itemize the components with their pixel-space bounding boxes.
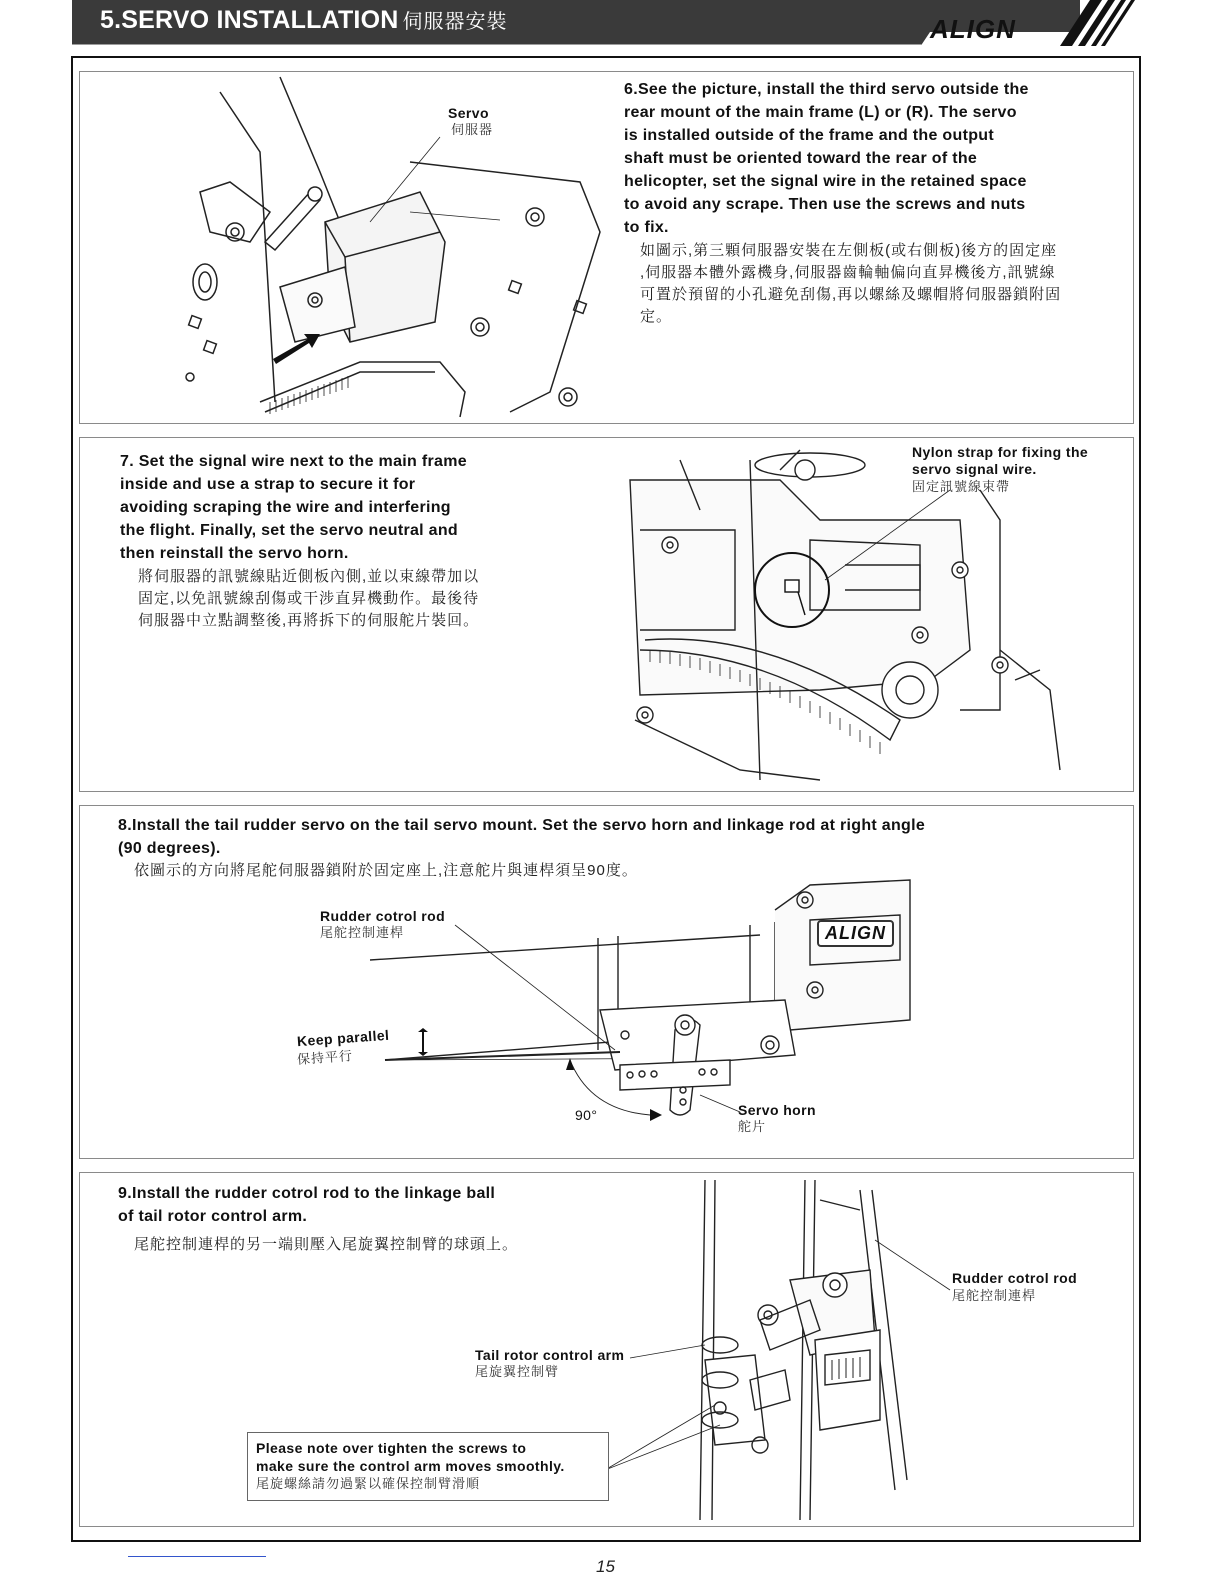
step6-text-zh: 如圖示,第三顆伺服器安裝在左側板(或右側板)後方的固定座 ,伺服器本體外露機身,伺服器齒輪軸偏向直昇機後方,訊號線 可置於預留的小孔避免刮傷,再以螺絲及螺帽將伺服器鎖附固 定。: [640, 242, 1062, 325]
step9-text-zh: 尾舵控制連桿的另一端則壓入尾旋翼控制臂的球頭上。: [134, 1236, 519, 1253]
note-text-zh: 尾旋螺絲請勿過緊以確保控制臂滑順: [256, 1476, 481, 1491]
step7-text: 7. Set the signal wire next to the main frame inside and use a strap to secure it for avoiding scraping the wire and interfering the flight. Finally, set the servo neutral and then reinstall the servo horn.: [120, 453, 467, 562]
tail-rotor-illustration: [620, 1180, 950, 1520]
parallel-label: Keep parallel: [296, 1026, 390, 1050]
rod-label: Rudder cotrol rod: [320, 908, 446, 924]
parallel-label-zh: 保持平行: [296, 1048, 354, 1067]
strap-label: Nylon strap for fixing the servo signal wire.: [912, 444, 1089, 477]
step8-text: 8.Install the tail rudder servo on the tail servo mount. Set the servo horn and linkage rod at right angle (90 degrees).: [118, 817, 926, 857]
signal-wire-illustration: [620, 450, 1070, 780]
servo-illustration: [80, 72, 620, 422]
servo-label-zh: 伺服器: [451, 122, 494, 137]
rod-label-2-zh: 尾舵控制連桿: [952, 1288, 1037, 1303]
horn-label: Servo horn: [738, 1102, 816, 1118]
note-box: [247, 1432, 609, 1501]
brand-stripes-icon: [1060, 0, 1140, 48]
align-logo-plate: ALIGN: [817, 920, 894, 947]
section-title-zh: 伺服器安裝: [402, 11, 508, 33]
strap-label-zh: 固定訊號線束帶: [912, 479, 1011, 494]
arm-label: Tail rotor control arm: [475, 1347, 625, 1363]
rod-label-2: Rudder cotrol rod: [952, 1270, 1078, 1286]
step8-text-zh: 依圖示的方向將尾舵伺服器鎖附於固定座上,注意舵片與連桿須呈90度。: [134, 862, 638, 879]
servo-label: Servo: [448, 105, 489, 121]
arm-label-zh: 尾旋翼控制臂: [475, 1364, 560, 1379]
brand-logo: ALIGN: [930, 14, 1016, 44]
section-title: 5.SERVO INSTALLATION 伺服器安裝: [100, 6, 508, 34]
note-text: Please note over tighten the screws to make sure the control arm moves smoothly.: [256, 1440, 565, 1474]
strap-icon: [785, 580, 799, 592]
step6-text: 6.See the picture, install the third servo outside the rear mount of the main frame (L) or (R). The servo is installed outside of the frame and the output shaft must be oriented toward the rear of the helicopter, set the signal wire in the retained space to avoid any scrape. Then use the screws and nuts to fix.: [624, 81, 1029, 236]
rod-label-zh: 尾舵控制連桿: [320, 925, 405, 940]
horn-label-zh: 舵片: [738, 1119, 767, 1134]
step7-text-zh: 將伺服器的訊號線貼近側板內側,並以束線帶加以 固定,以免訊號線刮傷或干涉直昇機動作。最後待 伺服器中立點調整後,再將拆下的伺服舵片裝回。: [138, 568, 480, 629]
step9-text: 9.Install the rudder cotrol rod to the linkage ball of tail rotor control arm.: [118, 1185, 496, 1225]
parallel-arrow-icon: [418, 1028, 428, 1056]
angle-label: 90°: [575, 1107, 598, 1123]
footer-link-line: [128, 1556, 266, 1557]
page-number: 15: [596, 1557, 615, 1576]
